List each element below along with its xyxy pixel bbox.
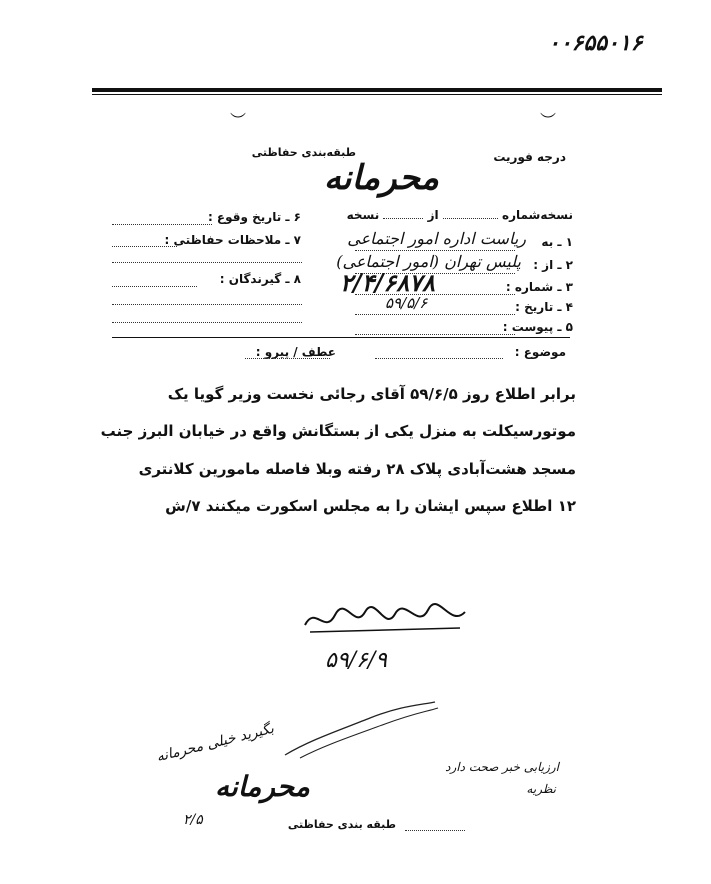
side-note: بگیرید خیلی محرمانه [154,720,276,766]
left-line-3 [112,322,302,323]
page-mark: ۲/۵ [183,812,203,828]
mark-right: ︶ [540,111,557,130]
opinion-label: نظریه [526,782,556,796]
reference-line [245,358,330,359]
recipients-line [112,286,197,287]
urgency-label: درجه فوریت [493,150,566,164]
copy-label: نسخه [346,208,380,222]
from-label: ۲ ـ از : [533,258,573,272]
top-rule [92,88,662,92]
event-date-label: ۶ ـ تاریخ وقوع : [207,210,301,224]
from-line [355,273,515,274]
copy-number-label: نسخه‌شماره [502,208,573,222]
left-line-1 [112,262,302,263]
reference-label: عطف / پیرو : [255,345,336,359]
to-label: ۱ ـ به [541,235,573,249]
from-value: پلیس تهران (امور اجتماعی) [336,252,521,271]
scribble-note [280,700,440,760]
protection-notes-label: ۷ ـ ملاحظات حفاظتی : [164,233,301,247]
document-number: ۰۰۶۵۵۰۱۶ [548,30,643,56]
attachment-line [355,334,515,335]
body-line-2: موتورسیکلت به منزل یکی از بستگانش واقع در خیابان البرز جنب [100,422,576,440]
classification-handwritten: محرمانه [323,158,439,198]
signature-date: ۵۹/۶/۹ [325,648,388,673]
body-line-1: برابر اطلاع روز ۵۹/۶/۵ آقای رجائی نخست وزیر گویا یک [167,385,576,403]
separator [112,337,570,338]
of-label: از [427,208,439,222]
number-line [355,294,515,295]
body-line-4: ۱۲ اطلاع سپس ایشان را به مجلس اسکورت میکنند ۷/ش [165,497,576,515]
date-label: ۴ ـ تاریخ : [515,300,573,314]
signature [300,600,470,640]
stamp-text: محرمانه [215,770,310,803]
left-line-2 [112,304,302,305]
eval-label: ارزیابی خبر صحت دارد [445,760,559,774]
body-line-3: مسجد هشت‌آبادی پلاک ۲۸ رفته وبلا فاصله مامورین کلانتری [138,460,576,478]
attachment-label: ۵ ـ پیوست : [502,320,573,334]
number-value: ۲/۴/۶۸۷۸ [340,268,435,297]
to-value: ریاست اداره امور اجتماعی [347,229,526,248]
footer-line [405,830,465,831]
classification-label: طبقه‌بندی حفاظتی [251,146,356,159]
subject-label: موضوع : [514,345,566,359]
protection-notes-line [112,246,177,247]
date-line [355,314,515,315]
event-date-line [112,224,212,225]
recipients-label: ۸ ـ گیرندگان : [219,272,301,286]
date-value: ۵۹/۵/۶ [385,294,428,312]
mark-left: ︶ [230,111,247,130]
footer-classification: طبقه بندی حفاظتی [287,818,396,831]
copy-number-row [347,208,573,222]
top-rule-thin [92,94,662,95]
number-label: ۳ ـ شماره : [505,280,573,294]
to-line [355,250,515,251]
subject-line [375,358,503,359]
